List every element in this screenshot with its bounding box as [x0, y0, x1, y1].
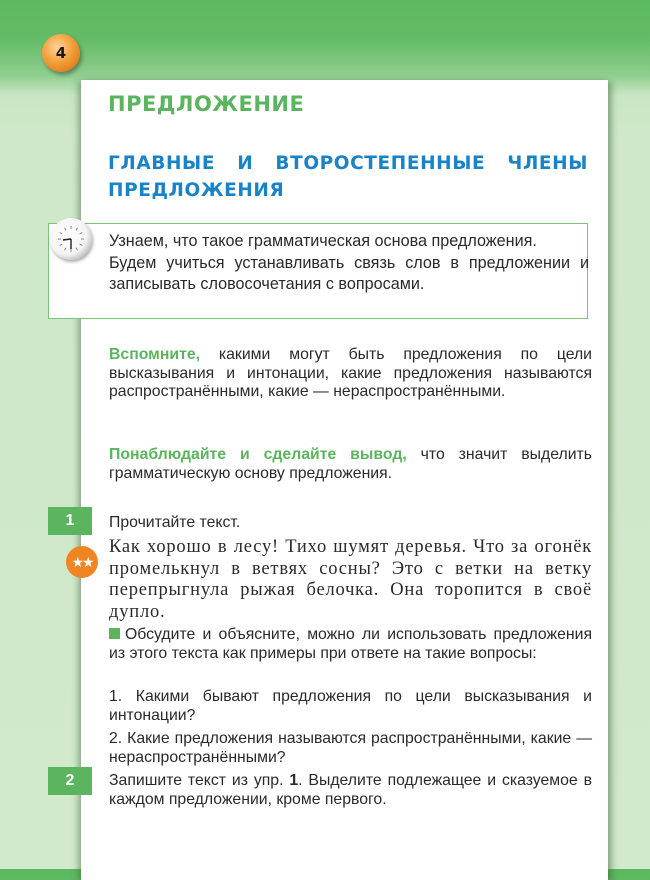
- lesson-goals-text: [109, 231, 589, 296]
- exercise-2-ref: 1: [289, 772, 299, 789]
- exercise-1-passage: Как хорошо в лесу! Тихо шумят деревья. Что за огонёк промелькнул в ветвях сосны? Это с ветки на ветку перепрыгнула рыжая белочка. Она торопится в своё дупло.: [109, 537, 592, 622]
- goal-line-2: Будем учиться устанавливать связь слов в предложении и записывать словосочетания с вопросами.: [109, 253, 589, 293]
- topic-title: ГЛАВНЫЕ И ВТОРОСТЕПЕННЫЕ ЧЛЕНЫ ПРЕДЛОЖЕНИЯ: [108, 153, 588, 201]
- exercise-2-text: [109, 772, 592, 809]
- section-title: ПРЕДЛОЖЕНИЕ: [108, 92, 305, 116]
- two-stars-icon: ★★: [66, 546, 98, 578]
- exercise-2-number: 2: [48, 767, 92, 795]
- exercise-1-task: [109, 626, 592, 663]
- recall-lead: Вспомните,: [109, 346, 201, 363]
- exercise-1-question-2: 2. Какие предложения называются распространёнными, какие — нераспространёнными?: [109, 730, 592, 766]
- page-number-badge: [42, 34, 80, 72]
- green-square-icon: [109, 628, 120, 639]
- recall-text: какими могут быть предложения по цели высказывания и интонации, какие предложения называются распространёнными, какие — нераспространёнными.: [109, 346, 592, 400]
- exercise-2-text-before: Запишите текст из упр.: [109, 772, 290, 789]
- exercise-1-instruction: Прочитайте текст.: [109, 514, 241, 531]
- observe-lead: Понаблюдайте и сделайте вывод,: [109, 446, 407, 463]
- goal-line-1: Узнаем, что такое грамматическая основа предложения.: [109, 232, 537, 250]
- recall-paragraph: [109, 346, 592, 402]
- exercise-2-text-after: . Выделите подлежащее и сказуемое в каждом предложении, кроме первого.: [109, 772, 592, 808]
- exercise-1-number: 1: [48, 507, 92, 535]
- exercise-1-question-1: 1. Какими бывают предложения по цели высказывания и интонации?: [109, 688, 592, 724]
- observe-text: что значит выделить грамматическую основу предложения.: [109, 446, 593, 482]
- clock-icon: [50, 218, 92, 260]
- page-number: 4: [55, 44, 67, 62]
- observe-paragraph: [109, 446, 592, 483]
- exercise-1-task-text: Обсудите и объясните, можно ли использовать предложения из этого текста как примеры при ответе на такие вопросы:: [109, 626, 592, 662]
